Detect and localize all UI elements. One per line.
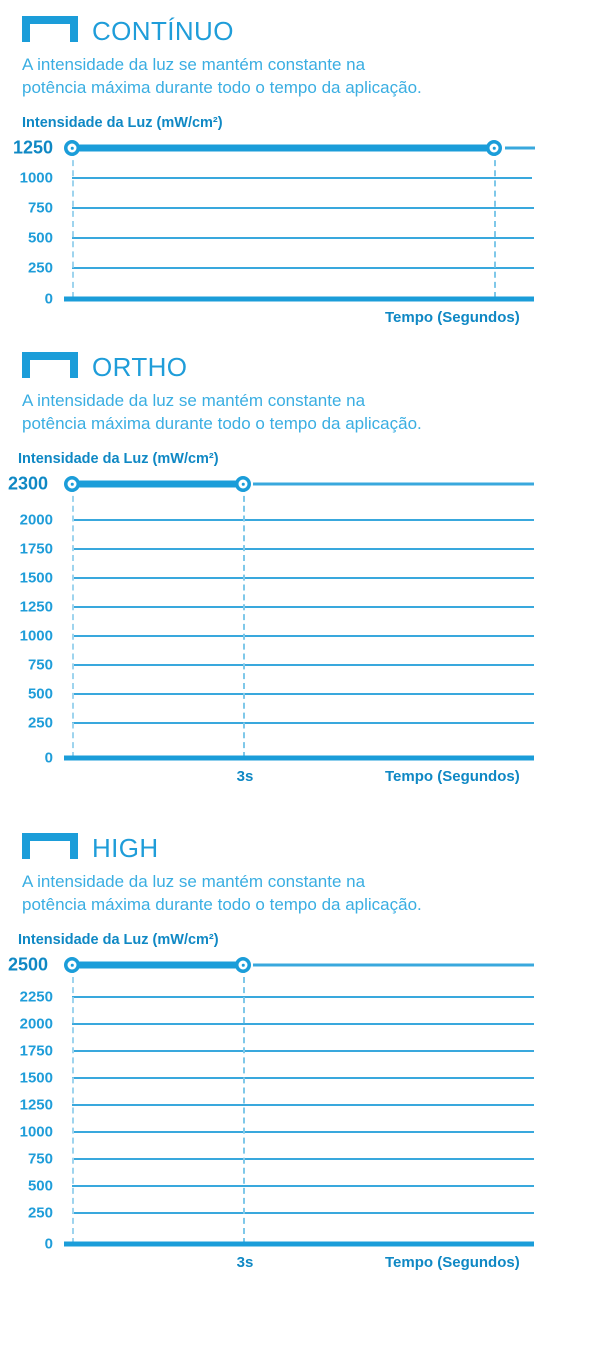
y-tick-label: 750 [27, 656, 53, 674]
marker-dashed-line [494, 150, 496, 298]
page-title: HIGH [92, 833, 159, 863]
gridline [72, 1104, 534, 1106]
x-axis-line [64, 756, 534, 761]
y-tick-label: 1500 [19, 569, 53, 587]
chart-ortho [0, 473, 600, 803]
description-line-1: A intensidade da luz se mantém constante na [22, 55, 366, 74]
x-tick-label: 3s [236, 1254, 254, 1271]
y-tick-label: 2250 [19, 988, 53, 1006]
gridline [72, 519, 534, 521]
gridline [72, 693, 534, 695]
gridline [72, 267, 534, 269]
page-title: CONTÍNUO [92, 16, 234, 46]
y-tick-label: 2000 [19, 1015, 53, 1033]
y-tick-label: 2000 [19, 511, 53, 529]
description-line-2: potência máxima durante todo o tempo da aplicação. [22, 78, 422, 97]
y-tick-label: 750 [27, 1150, 53, 1168]
description-line-1: A intensidade da luz se mantém constante na [22, 872, 366, 891]
y-axis-dashed-line [72, 150, 74, 298]
y-tick-label: 0 [44, 290, 53, 308]
y-tick-label: 2300 [7, 473, 48, 494]
mode-section-high [0, 803, 600, 1284]
data-line [76, 481, 238, 488]
y-tick-label: 250 [27, 714, 53, 732]
gridline [72, 548, 534, 550]
x-axis-line [64, 1242, 534, 1247]
data-point-marker-start[interactable] [64, 476, 80, 492]
gridline [72, 1077, 534, 1079]
data-line-tail [253, 964, 534, 967]
y-tick-label: 1750 [19, 540, 53, 558]
section-header-continuo [0, 8, 600, 44]
gridline [72, 1023, 534, 1025]
y-tick-label: 1250 [12, 137, 53, 158]
description-line-2: potência máxima durante todo o tempo da aplicação. [22, 414, 422, 433]
gridline [72, 722, 534, 724]
gridline [72, 1131, 534, 1133]
x-axis-line [64, 297, 534, 302]
y-tick-label: 1750 [19, 1042, 53, 1060]
chart-high [0, 954, 600, 1284]
y-axis-caption-high: Intensidade da Luz (mW/cm²) [18, 932, 219, 948]
data-line [76, 145, 488, 152]
data-point-marker-end[interactable] [235, 957, 251, 973]
y-tick-label: 2500 [7, 954, 48, 975]
gridline [72, 606, 534, 608]
y-tick-label: 1000 [19, 169, 53, 187]
y-tick-label: 500 [27, 685, 53, 703]
data-point-marker-start[interactable] [64, 140, 80, 156]
y-tick-label: 750 [27, 199, 53, 217]
mode-section-ortho [0, 322, 600, 803]
square-pulse-icon [22, 833, 78, 859]
page-title: ORTHO [92, 352, 188, 382]
gridline [72, 207, 534, 209]
y-tick-label: 1500 [19, 1069, 53, 1087]
data-point-marker-end[interactable] [486, 140, 502, 156]
data-point-marker-start[interactable] [64, 957, 80, 973]
section-description-continuo [0, 53, 600, 99]
gridline [72, 1212, 534, 1214]
gridline [72, 1158, 534, 1160]
gridline [72, 1050, 534, 1052]
gridline [72, 635, 534, 637]
section-description-ortho [0, 389, 600, 435]
description-line-2: potência máxima durante todo o tempo da aplicação. [22, 895, 422, 914]
section-description-high [0, 870, 600, 916]
gridline [72, 577, 534, 579]
data-line-tail [505, 147, 535, 150]
data-line-tail [253, 483, 534, 486]
y-tick-label: 250 [27, 259, 53, 277]
y-tick-label: 0 [44, 749, 53, 767]
gridline [72, 664, 534, 666]
y-axis-caption-continuo: Intensidade da Luz (mW/cm²) [22, 115, 223, 131]
section-header-ortho [0, 344, 600, 380]
square-pulse-icon [22, 352, 78, 378]
y-tick-label: 1250 [19, 1096, 53, 1114]
y-tick-label: 0 [44, 1235, 53, 1253]
y-axis-caption-ortho: Intensidade da Luz (mW/cm²) [18, 451, 219, 467]
mode-section-continuo [0, 0, 600, 326]
x-axis-caption: Tempo (Segundos) [385, 309, 520, 326]
y-tick-label: 1000 [19, 1123, 53, 1141]
marker-dashed-line [243, 967, 245, 1244]
square-pulse-icon [22, 16, 78, 42]
y-tick-label: 1250 [19, 598, 53, 616]
gridline [72, 177, 532, 179]
y-tick-label: 250 [27, 1204, 53, 1222]
gridline [72, 1185, 534, 1187]
x-axis-caption: Tempo (Segundos) [385, 768, 520, 785]
x-axis-caption: Tempo (Segundos) [385, 1254, 520, 1271]
gridline [72, 996, 534, 998]
section-header-high [0, 825, 600, 861]
data-point-marker-end[interactable] [235, 476, 251, 492]
y-tick-label: 500 [27, 229, 53, 247]
y-axis-dashed-line [72, 967, 74, 1244]
y-tick-label: 1000 [19, 627, 53, 645]
x-tick-label: 3s [236, 768, 254, 785]
data-line [76, 962, 238, 969]
y-axis-dashed-line [72, 486, 74, 758]
description-line-1: A intensidade da luz se mantém constante na [22, 391, 366, 410]
chart-continuo [0, 137, 600, 326]
gridline [72, 237, 534, 239]
y-tick-label: 500 [27, 1177, 53, 1195]
marker-dashed-line [243, 486, 245, 758]
